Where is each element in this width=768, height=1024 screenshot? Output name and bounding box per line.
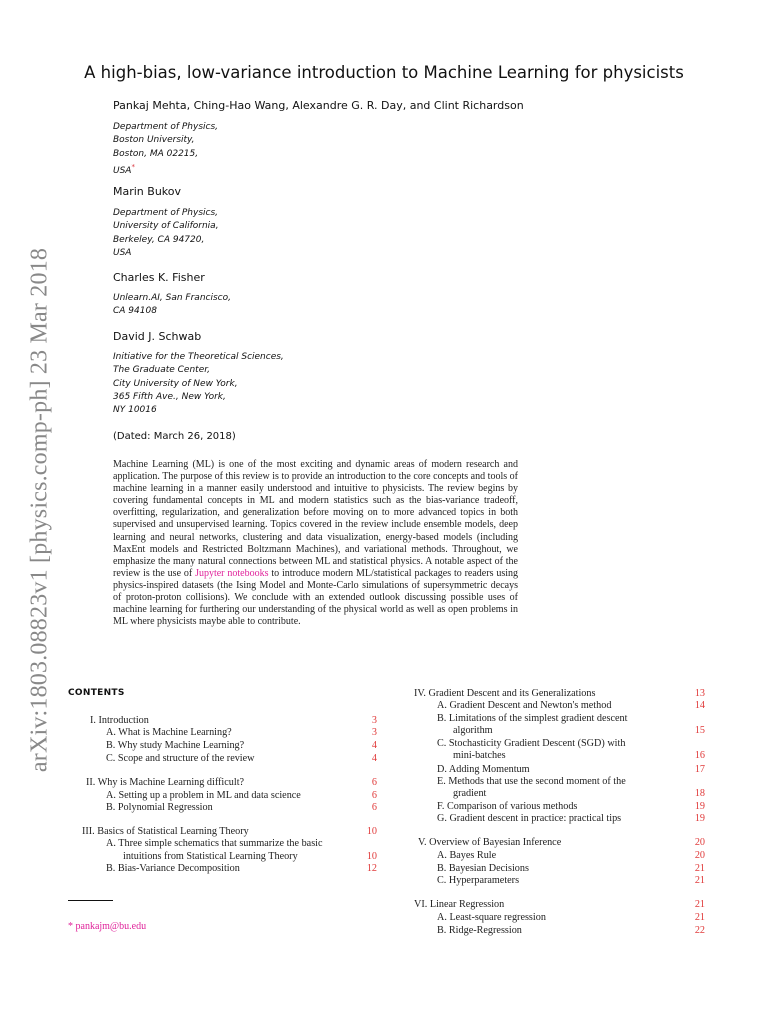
author-email-link[interactable]: pankajm@bu.edu (75, 921, 147, 932)
affiliation-line: City University of New York, (113, 378, 238, 389)
toc-page-number[interactable]: 10 (366, 851, 377, 862)
toc-page-number[interactable]: 17 (694, 764, 705, 775)
toc-entry[interactable]: I. Introduction (90, 715, 149, 726)
toc-entry[interactable]: B. Bias-Variance Decomposition (106, 863, 240, 874)
toc-page-number[interactable]: 13 (694, 688, 705, 699)
affiliation-line: Department of Physics, (113, 208, 219, 218)
footnote-marker: * (68, 921, 73, 932)
toc-entry[interactable]: mini-batches (453, 750, 506, 761)
affiliation-line: Initiative for the Theoretical Sciences, (113, 352, 284, 362)
toc-entry[interactable]: II. Why is Machine Learning difficult? (86, 777, 245, 788)
toc-page-number[interactable]: 15 (694, 725, 705, 736)
author-list: Pankaj Mehta, Ching-Hao Wang, Alexandre G. R. Day, and Clint Richardson (113, 99, 524, 112)
affiliation-4 (113, 351, 284, 417)
toc-entry[interactable]: IV. Gradient Descent and its Generalizations (414, 688, 596, 699)
abstract (113, 459, 518, 628)
affiliation-3 (113, 292, 231, 319)
arxiv-identifier: arXiv:1803.08823v1 [physics.comp-ph] 23 Mar 2018 (26, 247, 53, 773)
toc-entry[interactable]: E. Methods that use the second moment of the (437, 776, 626, 787)
toc-page-number[interactable]: 21 (694, 863, 705, 874)
toc-entry[interactable]: A. Setting up a problem in ML and data science (106, 790, 301, 801)
toc-page-number[interactable]: 21 (694, 899, 705, 910)
toc-page-number[interactable]: 18 (694, 788, 705, 799)
author-name: David J. Schwab (113, 330, 202, 343)
toc-entry[interactable]: C. Stochasticity Gradient Descent (SGD) with (437, 738, 626, 749)
toc-entry[interactable]: VI. Linear Regression (414, 899, 505, 910)
affiliation-line: 365 Fifth Ave., New York, (113, 391, 226, 402)
toc-entry[interactable]: C. Hyperparameters (437, 875, 520, 886)
toc-entry[interactable]: F. Comparison of various methods (437, 801, 578, 812)
toc-entry[interactable]: B. Why study Machine Learning? (106, 740, 245, 751)
toc-entry[interactable]: A. Gradient Descent and Newton's method (437, 700, 612, 711)
toc-entry[interactable]: V. Overview of Bayesian Inference (418, 837, 562, 848)
toc-entry[interactable]: C. Scope and structure of the review (106, 753, 255, 764)
affiliation-line: Berkeley, CA 94720, (113, 234, 205, 245)
affiliation-1 (113, 121, 218, 178)
toc-entry[interactable]: B. Limitations of the simplest gradient descent (437, 713, 628, 724)
affiliation-line: USA (113, 247, 132, 258)
paper-title: A high-bias, low-variance introduction to Machine Learning for physicists (84, 63, 684, 82)
toc-page-number[interactable]: 6 (371, 777, 377, 788)
author-name: Marin Bukov (113, 185, 182, 198)
toc-page-number[interactable]: 21 (694, 875, 705, 886)
abstract-text: to introduce modern ML/statistical packages to readers using physics-inspired datasets (the Ising Model and Monte-Carlo simulations of supersymmetric decays of proton-proton collisions). We conclude with an extended outlook discussing possible uses of machine learning for furthering our understanding of the physical world as well as open problems in ML where physicists maybe able to contribute. (113, 567, 518, 628)
toc-page-number[interactable]: 3 (371, 727, 377, 738)
affiliation-line: NY 10016 (113, 405, 157, 416)
affiliation-line: University of California, (113, 221, 219, 232)
jupyter-notebooks-link[interactable]: Jupyter notebooks (195, 567, 269, 579)
toc-page-number[interactable]: 20 (694, 837, 705, 848)
affiliation-line: Unlearn.AI, San Francisco, (113, 293, 231, 303)
toc-entry[interactable]: B. Polynomial Regression (106, 802, 213, 813)
toc-entry[interactable]: B. Ridge-Regression (437, 925, 522, 936)
toc-entry[interactable]: D. Adding Momentum (437, 764, 530, 775)
affiliation-line: The Graduate Center, (113, 365, 210, 376)
toc-page-number[interactable]: 6 (371, 802, 377, 813)
toc-entry[interactable]: A. What is Machine Learning? (106, 727, 232, 738)
toc-page-number[interactable]: 12 (366, 863, 377, 874)
affiliation-line: CA 94108 (113, 306, 157, 317)
toc-page-number[interactable]: 19 (694, 813, 705, 824)
toc-entry[interactable]: III. Basics of Statistical Learning Theory (82, 826, 249, 837)
affiliation-line: Boston University, (113, 135, 195, 146)
toc-page-number[interactable]: 21 (694, 912, 705, 923)
toc-page-number[interactable]: 20 (694, 850, 705, 861)
affiliation-line: Boston, MA 02215, (113, 148, 199, 159)
footnote-rule (68, 900, 113, 901)
dated-line: (Dated: March 26, 2018) (113, 431, 236, 442)
toc-page-number[interactable]: 6 (371, 790, 377, 801)
toc-page-number[interactable]: 4 (371, 753, 377, 764)
abstract-text: Machine Learning (ML) is one of the most exciting and dynamic areas of modern research and application. The purpose of this review is to provide an introduction to the core concepts and tools of machine learning in a manner easily understood and intuitive to physicists. The review begins by covering fundamental concepts in ML and modern statistics such as the bias-variance tradeoff, overfitting, regularization, and generalization before moving on to more advanced topics in both supervised and unsupervised learning. Topics covered in the review include ensemble models, deep learning and neural networks, clustering and data visualization, energy-based models (including MaxEnt models and Restricted Boltzmann Machines), and variational methods. Throughout, we emphasize the many natural connections between ML and statistical physics. A notable aspect of the review is the use of (113, 459, 518, 579)
toc-entry[interactable]: gradient (453, 788, 487, 799)
toc-page-number[interactable]: 14 (694, 700, 705, 711)
toc-entry[interactable]: algorithm (453, 725, 493, 736)
footnote (68, 921, 146, 932)
toc-page-number[interactable]: 3 (371, 715, 377, 726)
affiliation-2 (113, 207, 219, 260)
toc-entry[interactable]: B. Bayesian Decisions (437, 863, 529, 874)
toc-page-number[interactable]: 22 (694, 925, 705, 936)
affiliation-line: Department of Physics, (113, 122, 219, 132)
toc-entry[interactable]: A. Least-square regression (437, 912, 546, 923)
toc-entry[interactable]: G. Gradient descent in practice: practical tips (437, 813, 622, 824)
toc-page-number[interactable]: 10 (366, 826, 377, 837)
footnote-marker[interactable]: * (131, 162, 135, 171)
toc-entry[interactable]: A. Three simple schematics that summarize the basic (106, 838, 323, 849)
toc-entry[interactable]: A. Bayes Rule (437, 850, 497, 861)
toc-page-number[interactable]: 19 (694, 801, 705, 812)
affiliation-line: USA (113, 165, 132, 176)
toc-page-number[interactable]: 16 (694, 750, 705, 761)
contents-heading: CONTENTS (68, 688, 125, 698)
author-name: Charles K. Fisher (113, 271, 205, 284)
toc-page-number[interactable]: 4 (371, 740, 377, 751)
toc-entry[interactable]: intuitions from Statistical Learning Theory (123, 851, 298, 862)
